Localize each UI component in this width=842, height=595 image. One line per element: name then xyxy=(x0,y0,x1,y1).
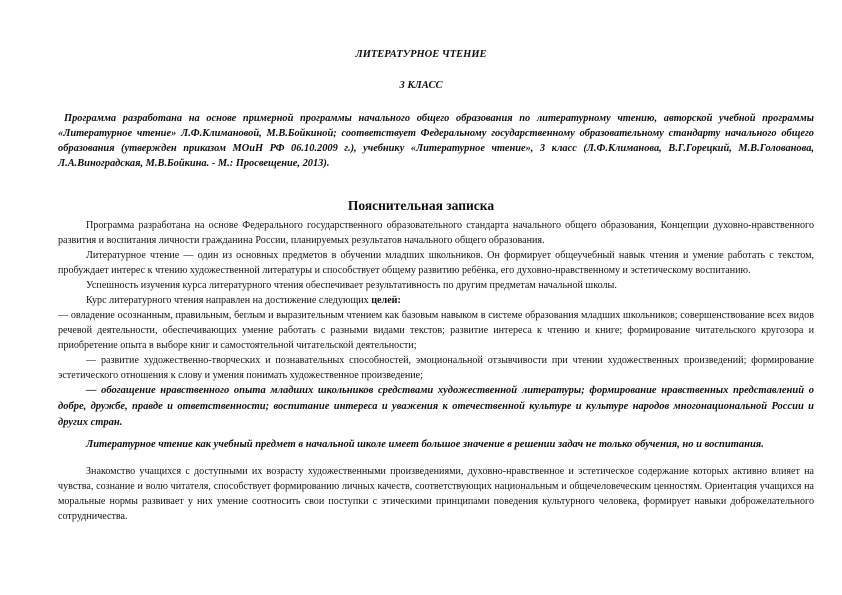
goals-word: целей: xyxy=(371,295,401,306)
paragraph-acquaintance: Знакомство учащихся с доступными их возрасту художественными произведениями, духовно-нравственное и эстетическое содержание которых активно влияет на чувства, сознание и волю читателя, способствует формированию личных качеств, соответствующих национальным и общечеловеческим ценностям. Ориентация учащихся на моральные нормы развивает у них умение соотносить свои поступки с этическими принципами поведения культурного человека, формирует навыки доброжелательного сотрудничества. xyxy=(58,466,814,522)
goal-item-creativity: — развитие художественно-творческих и познавательных способностей, эмоциональной отзывчивости при чтении художественных произведений; формирование эстетического отношения к слову и умения понимать художественное произведение; xyxy=(58,355,814,381)
paragraph-goals-intro xyxy=(58,293,814,308)
paragraph-subject-role: Литературное чтение — один из основных предметов в обучении младших школьников. Он формирует общеучебный навык чтения и умение работать с текстом, пробуждает интерес к чтению художественной литературы и способствует общему развитию ребёнка, его духовно-нравственному и эстетическому воспитанию. xyxy=(58,250,814,276)
grade-label: 3 КЛАСС xyxy=(399,80,443,91)
paragraph-importance: Литературное чтение как учебный предмет в начальной школе имеет большое значение в решении задач не только обучения, но и воспитания. xyxy=(86,439,764,450)
intro-paragraph: Программа разработана на основе примерной программы начального общего образования по литературному чтению, авторской учебной программы «Литературное чтение» Л.Ф.Климановой, М.В.Бойкиной; соответствует Федеральному государственному образовательному стандарту начального общего образования (утвержден приказом МОиН РФ 06.10.2009 г.), учебнику «Литературное чтение», 3 класс (Л.Ф.Климанова, В.Г.Горецкий, М.В.Голованова, Л.А.Виноградская, М.В.Бойкина. - М.: Просвещение, 2013). xyxy=(58,113,814,169)
paragraph-standard: Программа разработана на основе Федерального государственного образовательного стандарта начального общего образования, Концепции духовно-нравственного развития и воспитания личности гражданина России, планируемых результатов начального общего образования. xyxy=(58,220,814,246)
explanatory-note-body xyxy=(58,218,814,524)
goal-item-reading: — овладение осознанным, правильным, беглым и выразительным чтением как базовым навыком в системе образования младших школьников; совершенствование всех видов речевой деятельности, обеспечивающих умение работать с разными видами текстов; развитие интереса к чтению и книге; формирование читательского кругозора и приобретение опыта в выборе книг и самостоятельной читательской деятельности; xyxy=(58,310,814,351)
document-title: ЛИТЕРАТУРНОЕ ЧТЕНИЕ xyxy=(355,49,487,60)
goals-intro-text: Курс литературного чтения направлен на достижение следующих xyxy=(86,295,372,306)
paragraph-success: Успешность изучения курса литературного чтения обеспечивает результативность по другим предметам начальной школы. xyxy=(86,280,617,291)
goal-item-moral: — обогащение нравственного опыта младших школьников средствами художественной литературы; формирование нравственных представлений о добре, дружбе, правде и ответственности; воспитание интереса и уважения к отечественной культуре и культуре народов многонациональной России и других стран. xyxy=(58,385,814,428)
section-heading: Пояснительная записка xyxy=(347,198,495,213)
